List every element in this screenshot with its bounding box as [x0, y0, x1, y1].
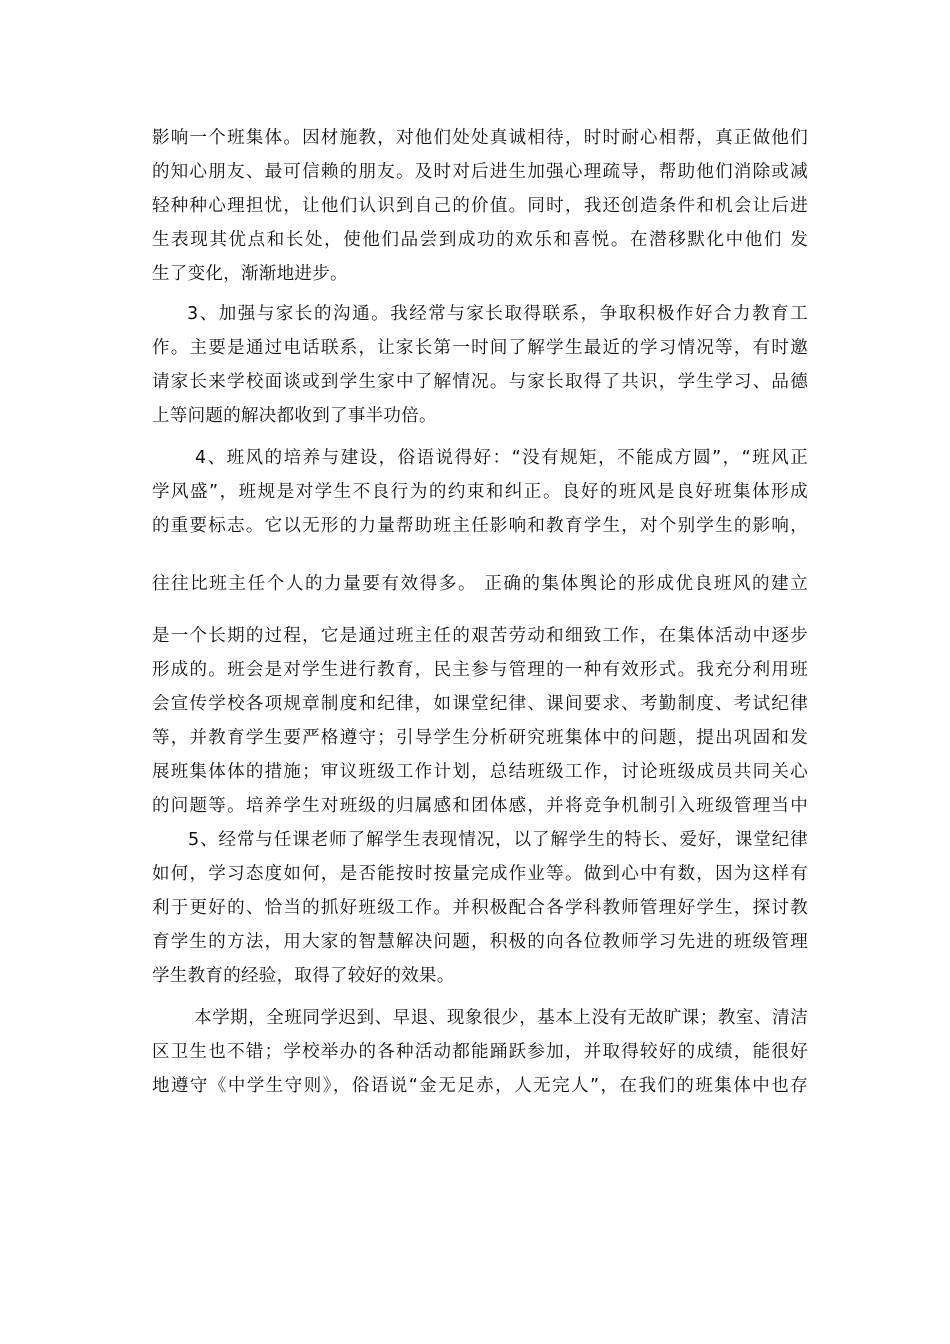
- text-line: 本学期，全班同学迟到、早退、现象很少，基本上没有无故旷课；教室、清洁: [194, 1008, 808, 1028]
- text-line: 的问题等。培养学生对班级的归属感和团体感，并将竞争机制引入班级管理当中: [152, 796, 808, 816]
- text-line: 生了变化，渐渐地进步。: [152, 264, 348, 284]
- text-line: 地遵守《中学生守则》，俗语说“金无足赤，人无完人”，在我们的班集体中也存: [152, 1076, 808, 1096]
- text-line: 作。主要是通过电话联系，让家长第一时间了解学生最近的学习情况等，有时邀: [152, 338, 808, 358]
- text-line: 上等问题的解决都收到了事半功倍。: [152, 406, 437, 426]
- text-line: 5、经常与任课老师了解学生表现情况，以了解学生的特长、爱好，课堂纪律: [188, 830, 808, 850]
- text-line: 影响一个班集体。因材施教，对他们处处真诚相待，时时耐心相帮，真正做他们: [152, 128, 808, 148]
- text-line: 育学生的方法，用大家的智慧解决问题，积极的向各位教师学习先进的班级管理: [152, 932, 808, 952]
- text-line: 展班集体体的措施；审议班级工作计划，总结班级工作，讨论班级成员共同关心: [152, 762, 808, 782]
- text-line: 请家长来学校面谈或到学生家中了解情况。与家长取得了共识，学生学习、品德: [152, 372, 808, 392]
- text-line: 会宣传学校各项规章制度和纪律，如课堂纪律、课间要求、考勤制度、考试纪律: [152, 694, 808, 714]
- text-line: 形成的。班会是对学生进行教育，民主参与管理的一种有效形式。我充分利用班: [152, 660, 808, 680]
- text-line: 学生教育的经验，取得了较好的效果。: [152, 966, 455, 986]
- text-line: 区卫生也不错；学校举办的各种活动都能踊跃参加，并取得较好的成绩，能很好: [152, 1042, 808, 1062]
- text-line: 如何，学习态度如何，是否能按时按量完成作业等。做到心中有数，因为这样有: [152, 864, 808, 884]
- text-line: 是一个长期的过程，它是通过班主任的艰苦劳动和细致工作，在集体活动中逐步: [152, 626, 808, 646]
- text-line: 学风盛”，班规是对学生不良行为的约束和纠正。良好的班风是良好班集体形成: [152, 482, 808, 502]
- text-line: 的重要标志。它以无形的力量帮助班主任影响和教育学生，对个别学生的影响，: [152, 516, 808, 536]
- text-line: 利于更好的、恰当的抓好班级工作。并积极配合各学科教师管理好学生，探讨教: [152, 898, 808, 918]
- text-line: 3、加强与家长的沟通。我经常与家长取得联系，争取积极作好合力教育工: [187, 304, 808, 324]
- text-line: 往往比班主任个人的力量要有效得多。 正确的集体舆论的形成优良班风的建立: [152, 574, 808, 594]
- text-line: 4、班风的培养与建设，俗语说得好：“没有规矩，不能成方圆”，“班风正: [195, 448, 808, 468]
- text-line: 等，并教育学生要严格遵守；引导学生分析研究班集体中的问题，提出巩固和发: [152, 728, 808, 748]
- text-line: 轻种种心理担忧，让他们认识到自己的价值。同时，我还创造条件和机会让后进: [152, 196, 808, 216]
- text-line: 生表现其优点和长处，使他们品尝到成功的欢乐和喜悦。在潜移默化中他们 发: [152, 230, 808, 250]
- text-line: 的知心朋友、最可信赖的朋友。及时对后进生加强心理疏导，帮助他们消除或减: [152, 162, 808, 182]
